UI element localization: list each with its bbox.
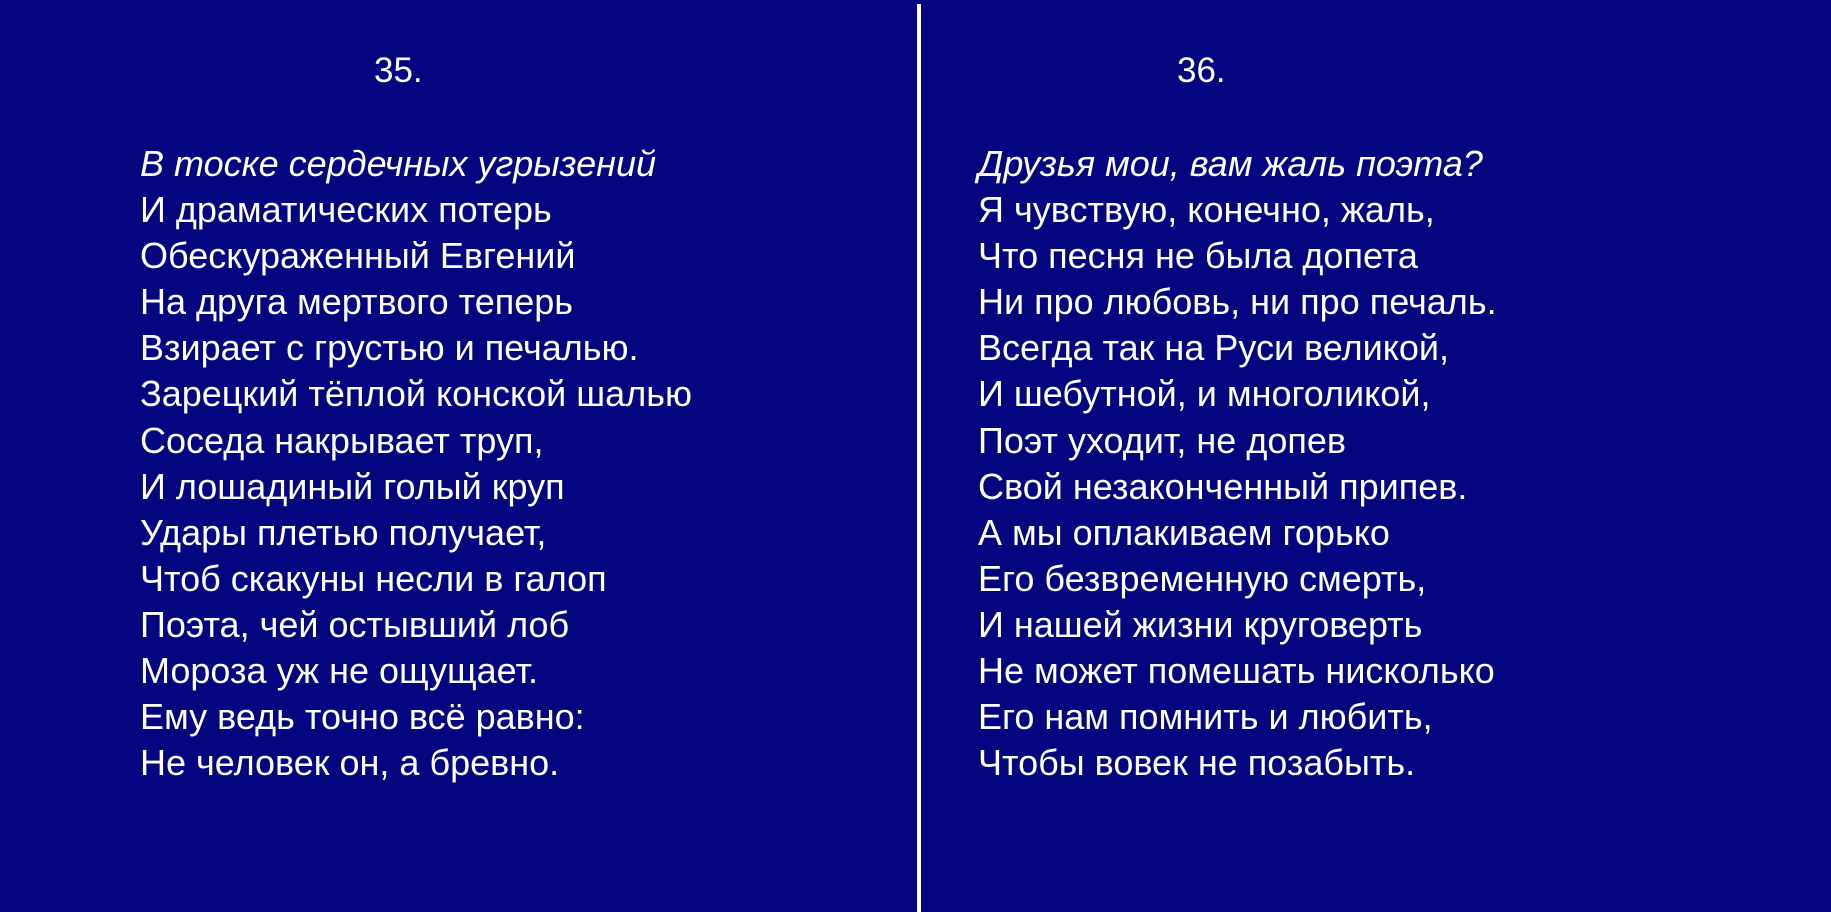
poem-line: Поэта, чей остывший лоб (140, 603, 570, 645)
poem-line: И нашей жизни круговерть (978, 603, 1423, 645)
poem-line: И лошадиный голый круп (140, 465, 565, 507)
poem-line: Чтобы вовек не позабыть. (978, 742, 1416, 784)
poem-line: Свой незаконченный припев. (978, 465, 1468, 507)
poem-line: Что песня не была допета (978, 235, 1418, 277)
poem-line: Его безвременную смерть, (978, 557, 1427, 599)
poem-line: А мы оплакиваем горько (978, 511, 1390, 553)
poem-line: И шебутной, и многоликой, (978, 373, 1431, 415)
stanza-page-right (921, 0, 1831, 912)
poem-line: Поэт уходит, не допев (978, 419, 1346, 461)
poem-line: Чтоб скакуны несли в галоп (140, 557, 607, 599)
poem-line: Зарецкий тёплой конской шалью (140, 373, 692, 415)
poem-line: И драматических потерь (140, 189, 552, 231)
poem-line: Соседа накрывает труп, (140, 419, 544, 461)
poem-line: Ни про любовь, ни про печаль. (978, 281, 1497, 323)
stanza-number: 36. (1177, 51, 1226, 90)
poem-line: Друзья мои, вам жаль поэта? (978, 143, 1483, 184)
poem-line: На друга мертвого теперь (140, 281, 574, 323)
poem-line: Удары плетью получает, (140, 511, 547, 553)
poem-line: Взирает с грустью и печалью. (140, 327, 639, 369)
poem-line: Всегда так на Руси великой, (978, 327, 1450, 369)
poem-line: Не может помешать нисколько (978, 650, 1495, 692)
stanza-page-left (0, 0, 915, 912)
poem-line: Обескураженный Евгений (140, 235, 576, 277)
poem-line: Его нам помнить и любить, (978, 696, 1433, 738)
poem-line: Не человек он, а бревно. (140, 742, 560, 784)
stanza-number: 35. (374, 51, 423, 90)
poem-stanza (140, 141, 692, 786)
poem-line: Мороза уж не ощущает. (140, 650, 538, 692)
poem-line: В тоске сердечных угрызений (140, 143, 656, 184)
poem-line: Я чувствую, конечно, жаль, (978, 189, 1435, 231)
poem-stanza (978, 141, 1497, 786)
poem-line: Ему ведь точно всё равно: (140, 696, 585, 738)
